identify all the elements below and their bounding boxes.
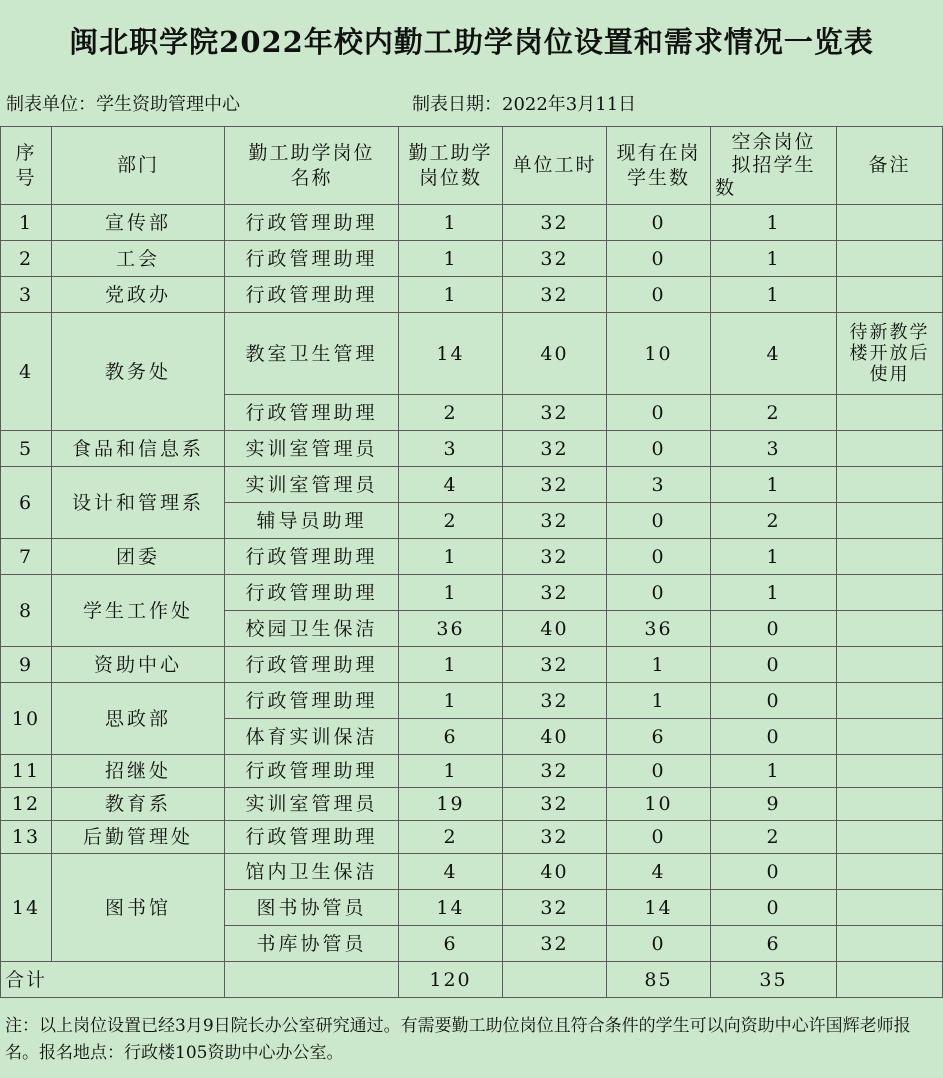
dept-cell: 图书馆 (52, 854, 225, 962)
vacant-cell: 1 (711, 205, 837, 241)
count-cell: 2 (399, 821, 503, 854)
hours-cell: 32 (503, 575, 607, 611)
seq-cell: 8 (1, 575, 52, 647)
dept-cell: 招继处 (52, 755, 225, 788)
table-row (1, 854, 943, 890)
footnote: 注：以上岗位设置已经3月9日院长办公室研究通过。有需要勤工助位岗位且符合条件的学生可以向资助中心许国辉老师报名。报名地点：行政楼105资助中心办公室。 (5, 1016, 911, 1063)
hours-cell: 32 (503, 755, 607, 788)
current-cell: 0 (607, 205, 711, 241)
current-cell: 14 (607, 890, 711, 926)
header-seq-line: 序 (15, 141, 37, 164)
header-count (399, 127, 503, 205)
note-line: 待新教学 (849, 322, 930, 343)
count-cell: 6 (399, 926, 503, 962)
header-position-line: 名称 (290, 166, 333, 189)
current-cell: 0 (607, 575, 711, 611)
position-cell: 行政管理助理 (225, 539, 399, 575)
hours-cell: 32 (503, 467, 607, 503)
count-cell: 36 (399, 611, 503, 647)
count-cell: 14 (399, 890, 503, 926)
vacant-cell: 3 (711, 431, 837, 467)
seq-cell: 12 (1, 788, 52, 821)
position-cell: 教室卫生管理 (225, 313, 399, 395)
position-cell: 书库协管员 (225, 926, 399, 962)
position-cell: 体育实训保洁 (225, 719, 399, 755)
note-cell (837, 647, 943, 683)
position-cell: 行政管理助理 (225, 277, 399, 313)
header-current-line: 学生数 (626, 166, 690, 189)
seq-cell: 5 (1, 431, 52, 467)
table-row (1, 647, 943, 683)
current-cell: 6 (607, 719, 711, 755)
positions-table (0, 126, 943, 998)
dept-cell: 食品和信息系 (52, 431, 225, 467)
note-cell (837, 503, 943, 539)
note-cell (837, 890, 943, 926)
count-cell: 2 (399, 395, 503, 431)
table-row (1, 313, 943, 395)
hours-cell: 40 (503, 854, 607, 890)
seq-cell: 1 (1, 205, 52, 241)
prepared-date: 制表日期：2022年3月11日 (412, 94, 637, 115)
table-row (1, 821, 943, 854)
table-row (1, 539, 943, 575)
table-row (1, 788, 943, 821)
seq-cell: 6 (1, 467, 52, 539)
dept-cell: 教育系 (52, 788, 225, 821)
note-cell (837, 277, 943, 313)
note-cell (837, 241, 943, 277)
vacant-cell: 1 (711, 755, 837, 788)
current-cell: 0 (607, 395, 711, 431)
total-note-cell (837, 962, 943, 998)
position-cell: 行政管理助理 (225, 205, 399, 241)
seq-cell: 7 (1, 539, 52, 575)
header-count-line: 勤工助学 (408, 141, 493, 164)
table-row (1, 467, 943, 503)
current-cell: 0 (607, 503, 711, 539)
vacant-cell: 2 (711, 503, 837, 539)
dept-cell: 后勤管理处 (52, 821, 225, 854)
header-position-line: 勤工助学岗位 (248, 141, 375, 164)
current-cell: 0 (607, 277, 711, 313)
hours-cell: 32 (503, 539, 607, 575)
vacant-cell: 0 (711, 854, 837, 890)
count-cell: 4 (399, 854, 503, 890)
header-current (607, 127, 711, 205)
count-cell: 1 (399, 755, 503, 788)
table-meta (0, 84, 943, 126)
seq-cell: 11 (1, 755, 52, 788)
position-cell: 行政管理助理 (225, 755, 399, 788)
total-label: 合计 (1, 962, 225, 998)
page-title: 闽北职学院2022年校内勤工助学岗位设置和需求情况一览表 (69, 25, 874, 59)
header-current-line: 现有在岗 (616, 141, 701, 164)
header-note: 备注 (837, 127, 943, 205)
current-cell: 0 (607, 431, 711, 467)
hours-cell: 32 (503, 431, 607, 467)
position-cell: 行政管理助理 (225, 241, 399, 277)
note-cell (837, 205, 943, 241)
table-row (1, 575, 943, 611)
position-cell: 行政管理助理 (225, 575, 399, 611)
count-cell: 2 (399, 503, 503, 539)
vacant-cell: 1 (711, 539, 837, 575)
seq-cell: 13 (1, 821, 52, 854)
table-row (1, 277, 943, 313)
count-cell: 4 (399, 467, 503, 503)
hours-cell: 32 (503, 821, 607, 854)
dept-cell: 教务处 (52, 313, 225, 431)
dept-cell: 学生工作处 (52, 575, 225, 647)
note-cell (837, 719, 943, 755)
position-cell: 校园卫生保洁 (225, 611, 399, 647)
header-vacant (711, 127, 837, 205)
position-cell: 实训室管理员 (225, 467, 399, 503)
current-cell: 0 (607, 241, 711, 277)
header-vacant-line: 空余岗位 (731, 131, 816, 153)
table-row (1, 205, 943, 241)
position-cell: 行政管理助理 (225, 683, 399, 719)
dept-cell: 党政办 (52, 277, 225, 313)
note-cell (837, 575, 943, 611)
current-cell: 0 (607, 755, 711, 788)
total-count: 120 (399, 962, 503, 998)
seq-cell: 10 (1, 683, 52, 755)
hours-cell: 32 (503, 205, 607, 241)
table-row (1, 683, 943, 719)
table-row (1, 755, 943, 788)
header-vacant-line: 拟招学生 (731, 154, 816, 176)
hours-cell: 32 (503, 395, 607, 431)
vacant-cell: 9 (711, 788, 837, 821)
header-dept: 部门 (52, 127, 225, 205)
note-cell (837, 467, 943, 503)
note-cell (837, 313, 943, 395)
note-cell (837, 431, 943, 467)
seq-cell: 14 (1, 854, 52, 962)
note-line: 使用 (869, 364, 910, 385)
vacant-cell: 4 (711, 313, 837, 395)
vacant-cell: 6 (711, 926, 837, 962)
hours-cell: 32 (503, 788, 607, 821)
dept-cell: 工会 (52, 241, 225, 277)
hours-cell: 32 (503, 926, 607, 962)
total-hours-cell (503, 962, 607, 998)
position-cell: 行政管理助理 (225, 395, 399, 431)
header-seq-line: 号 (15, 166, 37, 189)
count-cell: 1 (399, 647, 503, 683)
current-cell: 10 (607, 788, 711, 821)
header-seq (1, 127, 52, 205)
count-cell: 1 (399, 205, 503, 241)
count-cell: 1 (399, 277, 503, 313)
note-cell (837, 539, 943, 575)
position-cell: 行政管理助理 (225, 647, 399, 683)
dept-cell: 设计和管理系 (52, 467, 225, 539)
count-cell: 1 (399, 241, 503, 277)
vacant-cell: 2 (711, 821, 837, 854)
current-cell: 1 (607, 647, 711, 683)
hours-cell: 40 (503, 611, 607, 647)
position-cell: 辅导员助理 (225, 503, 399, 539)
count-cell: 6 (399, 719, 503, 755)
vacant-cell: 0 (711, 890, 837, 926)
header-vacant-line: 数 (715, 177, 737, 199)
position-cell: 实训室管理员 (225, 788, 399, 821)
count-cell: 1 (399, 575, 503, 611)
current-cell: 10 (607, 313, 711, 395)
vacant-cell: 1 (711, 467, 837, 503)
header-count-line: 岗位数 (418, 166, 482, 189)
vacant-cell: 1 (711, 241, 837, 277)
count-cell: 1 (399, 683, 503, 719)
vacant-cell: 2 (711, 395, 837, 431)
vacant-cell: 0 (711, 611, 837, 647)
vacant-cell: 0 (711, 683, 837, 719)
total-current: 85 (607, 962, 711, 998)
hours-cell: 32 (503, 647, 607, 683)
count-cell: 14 (399, 313, 503, 395)
dept-cell: 宣传部 (52, 205, 225, 241)
note-line: 楼开放后 (849, 343, 930, 364)
seq-cell: 2 (1, 241, 52, 277)
vacant-cell: 1 (711, 575, 837, 611)
hours-cell: 32 (503, 890, 607, 926)
dept-cell: 思政部 (52, 683, 225, 755)
note-cell (837, 395, 943, 431)
count-cell: 19 (399, 788, 503, 821)
seq-cell: 3 (1, 277, 52, 313)
total-row (1, 962, 943, 998)
position-cell: 实训室管理员 (225, 431, 399, 467)
position-cell: 馆内卫生保洁 (225, 854, 399, 890)
note-cell (837, 611, 943, 647)
note-cell (837, 788, 943, 821)
current-cell: 1 (607, 683, 711, 719)
hours-cell: 40 (503, 719, 607, 755)
table-row (1, 431, 943, 467)
current-cell: 0 (607, 821, 711, 854)
seq-cell: 4 (1, 313, 52, 431)
current-cell: 4 (607, 854, 711, 890)
vacant-cell: 0 (711, 647, 837, 683)
note-cell (837, 926, 943, 962)
header-position (225, 127, 399, 205)
current-cell: 36 (607, 611, 711, 647)
hours-cell: 32 (503, 503, 607, 539)
header-hours: 单位工时 (503, 127, 607, 205)
hours-cell: 40 (503, 313, 607, 395)
note-cell (837, 821, 943, 854)
total-position-cell (225, 962, 399, 998)
note-cell (837, 854, 943, 890)
dept-cell: 资助中心 (52, 647, 225, 683)
hours-cell: 32 (503, 241, 607, 277)
current-cell: 3 (607, 467, 711, 503)
hours-cell: 32 (503, 683, 607, 719)
position-cell: 行政管理助理 (225, 821, 399, 854)
seq-cell: 9 (1, 647, 52, 683)
count-cell: 3 (399, 431, 503, 467)
table-row (1, 241, 943, 277)
vacant-cell: 1 (711, 277, 837, 313)
note-cell (837, 755, 943, 788)
dept-cell: 团委 (52, 539, 225, 575)
current-cell: 0 (607, 926, 711, 962)
note-cell (837, 683, 943, 719)
header-row (1, 127, 943, 205)
prepared-by: 制表单位：学生资助管理中心 (6, 94, 240, 115)
total-vacant: 35 (711, 962, 837, 998)
hours-cell: 32 (503, 277, 607, 313)
count-cell: 1 (399, 539, 503, 575)
vacant-cell: 0 (711, 719, 837, 755)
current-cell: 0 (607, 539, 711, 575)
position-cell: 图书协管员 (225, 890, 399, 926)
